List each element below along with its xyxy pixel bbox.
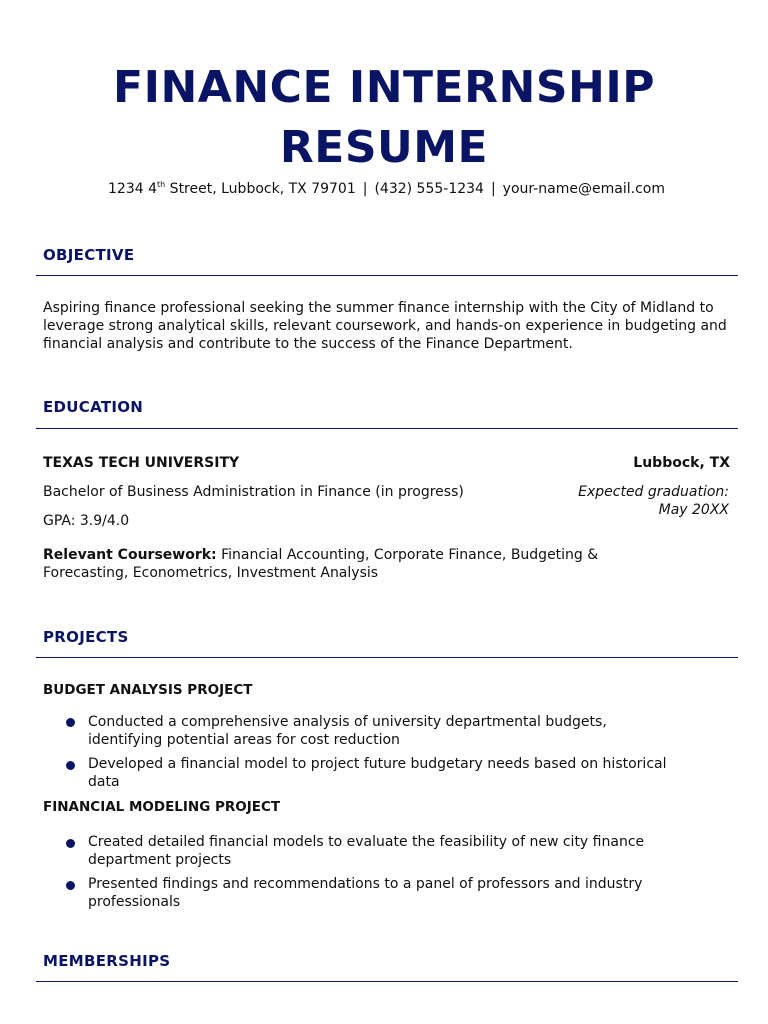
contact-line [0, 181, 768, 197]
school-name: TEXAS TECH UNIVERSITY [43, 455, 240, 471]
section-heading-projects: PROJECTS [43, 628, 129, 646]
resume-title [0, 58, 768, 178]
contact-separator: | [362, 181, 368, 197]
project-title: BUDGET ANALYSIS PROJECT [43, 682, 253, 698]
resume-title-line2: RESUME [279, 122, 489, 173]
email-address: your-name@email.com [502, 181, 665, 197]
bullet-icon [66, 881, 75, 890]
objective-text: Aspiring finance professional seeking the summer finance internship with the City of Midland to leverage strong analytical skills, relevant coursework, and hands-on experience in budgeting and financial analysis and contribute to the success of the Finance Department. [43, 300, 727, 352]
section-heading-objective: OBJECTIVE [43, 246, 135, 264]
project-bullet: Developed a financial model to project future budgetary needs based on historical data [88, 756, 667, 790]
address-rest: Street, Lubbock, TX 79701 [165, 181, 356, 197]
project-bullet: Conducted a comprehensive analysis of university departmental budgets, identifying potential areas for cost reduction [88, 714, 607, 748]
project-bullet: Created detailed financial models to evaluate the feasibility of new city finance department projects [88, 834, 645, 868]
section-divider [36, 428, 738, 429]
resume-title-line1: FINANCE INTERNSHIP [113, 62, 655, 113]
graduation-label: Expected graduation: [578, 484, 729, 500]
address-ordinal: th [157, 180, 166, 189]
section-heading-memberships: MEMBERSHIPS [43, 952, 171, 970]
contact-separator: | [490, 181, 496, 197]
section-divider [36, 981, 738, 982]
project-bullet: Presented findings and recommendations to a panel of professors and industry professionals [88, 876, 643, 910]
phone-number: (432) 555-1234 [374, 181, 484, 197]
degree-text: Bachelor of Business Administration in Finance (in progress) [43, 484, 464, 500]
project-title: FINANCIAL MODELING PROJECT [43, 799, 281, 815]
coursework-text [43, 546, 623, 582]
section-divider [36, 275, 738, 276]
address-street-number: 1234 4 [108, 181, 158, 197]
coursework-list: Financial Accounting, Corporate Finance, Budgeting & Forecasting, Econometrics, Investment Analysis [43, 547, 599, 581]
section-heading-education: EDUCATION [43, 398, 144, 416]
bullet-icon [66, 839, 75, 848]
coursework-label: Relevant Coursework: [43, 547, 217, 563]
school-location: Lubbock, TX [633, 455, 730, 471]
section-divider [36, 657, 738, 658]
bullet-icon [66, 718, 75, 727]
gpa-text: GPA: 3.9/4.0 [43, 513, 130, 529]
graduation-value: May 20XX [658, 502, 729, 518]
bullet-icon [66, 761, 75, 770]
